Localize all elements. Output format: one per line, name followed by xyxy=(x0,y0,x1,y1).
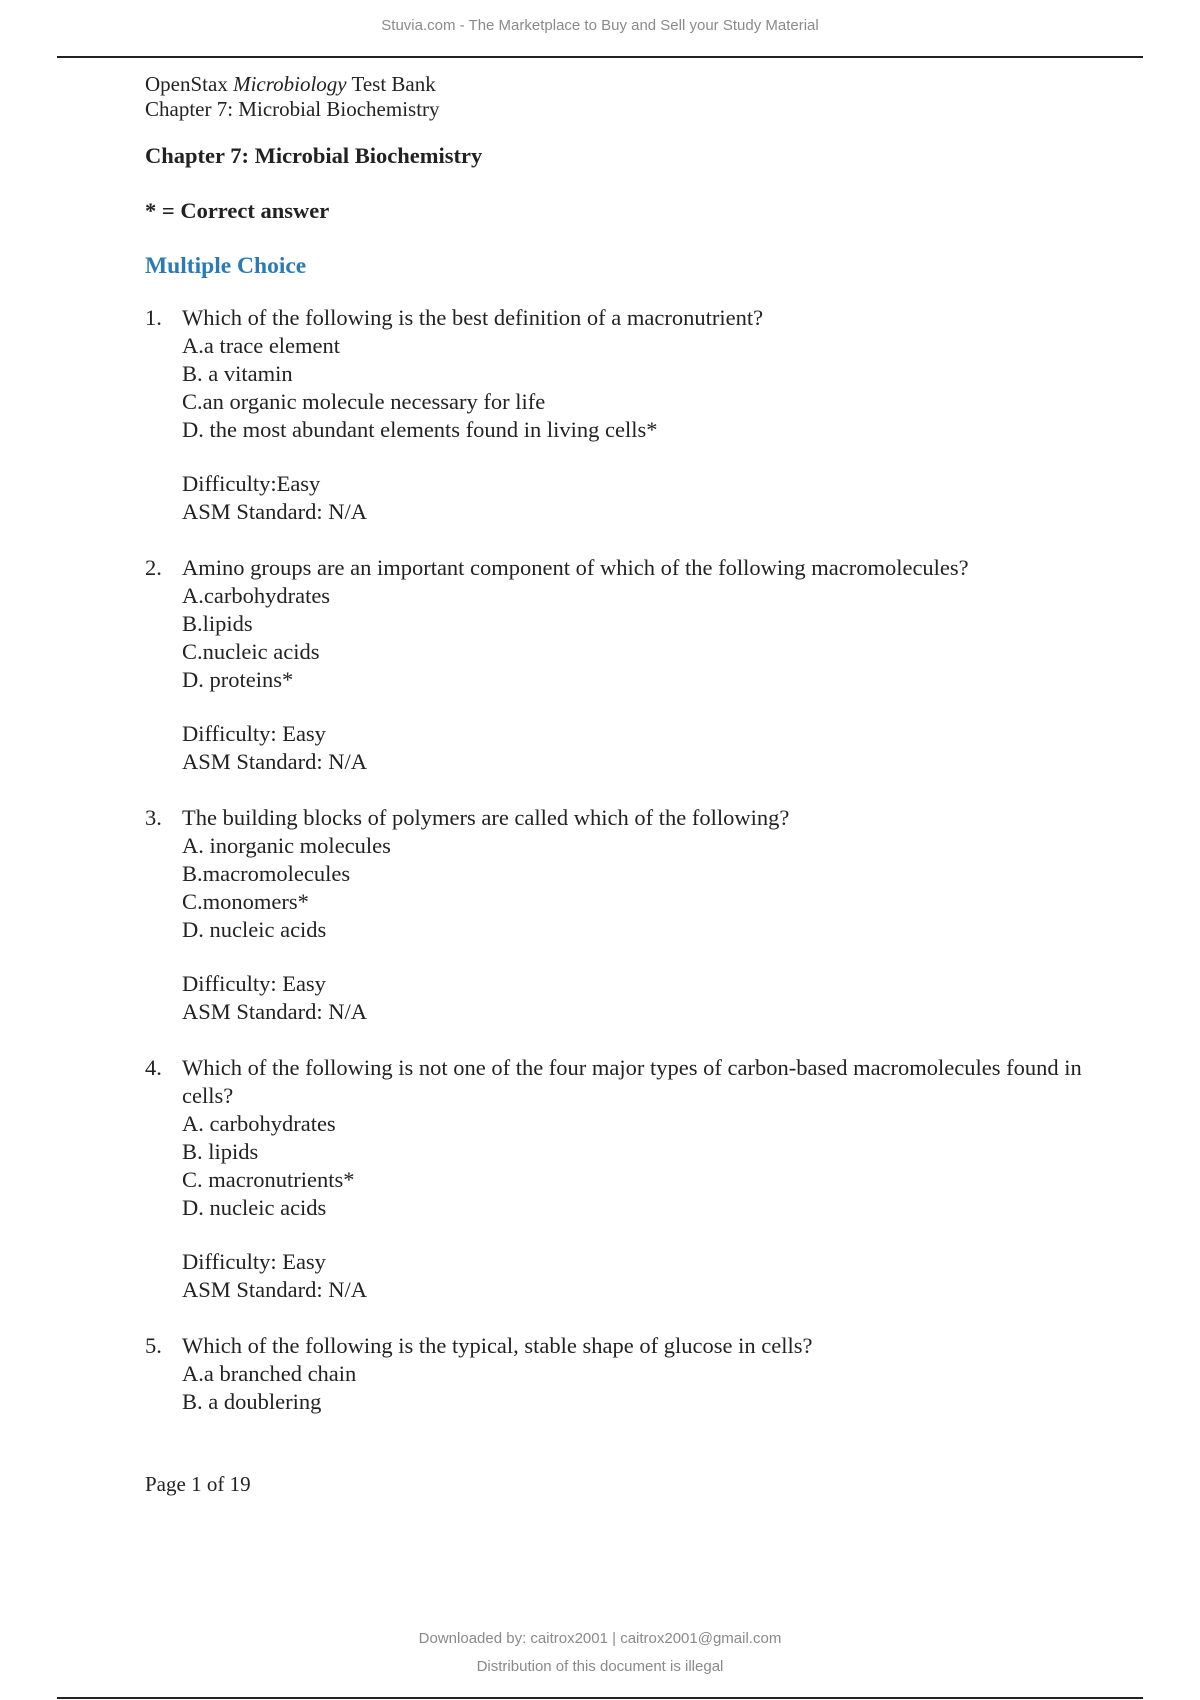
answer-option: C.monomers* xyxy=(182,889,309,914)
question-item xyxy=(145,304,1105,526)
top-divider xyxy=(57,56,1143,58)
answer-option: A.a branched chain xyxy=(182,1361,357,1386)
question-item xyxy=(145,554,1105,776)
question-metadata xyxy=(182,970,1105,1026)
question-item xyxy=(145,1332,1105,1416)
answer-option: A. inorganic molecules xyxy=(182,833,391,858)
bottom-divider xyxy=(57,1697,1143,1699)
stuvia-banner: Stuvia.com - The Marketplace to Buy and Sell your Study Material xyxy=(381,17,819,34)
answer-option: C.an organic molecule necessary for life xyxy=(182,389,546,414)
publisher-name: OpenStax xyxy=(145,72,228,96)
question-text: Which of the following is the typical, stable shape of glucose in cells? xyxy=(182,1333,813,1358)
answer-option: B.lipids xyxy=(182,611,253,636)
question-text: The building blocks of polymers are called which of the following? xyxy=(182,805,790,830)
question-number: 1. xyxy=(145,305,162,330)
question-item xyxy=(145,804,1105,1026)
book-title: Microbiology xyxy=(233,72,347,96)
question-metadata xyxy=(182,720,1105,776)
difficulty-label: Difficulty: Easy xyxy=(182,971,326,996)
asm-standard-label: ASM Standard: N/A xyxy=(182,749,367,774)
answer-option: D. nucleic acids xyxy=(182,1195,327,1220)
book-header xyxy=(145,72,1105,97)
chapter-header-line: Chapter 7: Microbial Biochemistry xyxy=(145,97,440,121)
document-body xyxy=(145,72,1105,1444)
answer-option: D. proteins* xyxy=(182,667,294,692)
question-item xyxy=(145,1054,1105,1304)
difficulty-label: Difficulty: Easy xyxy=(182,1249,326,1274)
answer-option: B. lipids xyxy=(182,1139,259,1164)
question-number: 5. xyxy=(145,1333,162,1358)
answer-option: C.nucleic acids xyxy=(182,639,320,664)
difficulty-label: Difficulty:Easy xyxy=(182,471,321,496)
distribution-notice: Distribution of this document is illegal xyxy=(476,1658,724,1675)
answer-key-legend: * = Correct answer xyxy=(145,198,330,223)
book-suffix: Test Bank xyxy=(351,72,436,96)
question-text: Which of the following is the best definition of a macronutrient? xyxy=(182,305,764,330)
question-text: Which of the following is not one of the four major types of carbon-based macromolecules found in cells? xyxy=(182,1055,1082,1108)
question-number: 3. xyxy=(145,805,162,830)
asm-standard-label: ASM Standard: N/A xyxy=(182,499,367,524)
answer-option: A. carbohydrates xyxy=(182,1111,336,1136)
asm-standard-label: ASM Standard: N/A xyxy=(182,1277,367,1302)
page-number: Page 1 of 19 xyxy=(145,1472,251,1496)
question-number: 2. xyxy=(145,555,162,580)
answer-option: D. nucleic acids xyxy=(182,917,327,942)
answer-option: D. the most abundant elements found in living cells* xyxy=(182,417,658,442)
question-number: 4. xyxy=(145,1055,162,1080)
section-title: Multiple Choice xyxy=(145,253,307,279)
answer-option: C. macronutrients* xyxy=(182,1167,355,1192)
answer-option: B. a doublering xyxy=(182,1389,322,1414)
question-metadata xyxy=(182,1248,1105,1304)
answer-option: A.a trace element xyxy=(182,333,341,358)
difficulty-label: Difficulty: Easy xyxy=(182,721,326,746)
question-list xyxy=(145,304,1105,1416)
asm-standard-label: ASM Standard: N/A xyxy=(182,999,367,1024)
question-metadata xyxy=(182,470,1105,526)
answer-option: B. a vitamin xyxy=(182,361,293,386)
chapter-title: Chapter 7: Microbial Biochemistry xyxy=(145,143,483,168)
answer-option: A.carbohydrates xyxy=(182,583,331,608)
question-text: Amino groups are an important component of which of the following macromolecules? xyxy=(182,555,969,580)
answer-option: B.macromolecules xyxy=(182,861,351,886)
download-attribution: Downloaded by: caitrox2001 | caitrox2001@gmail.com xyxy=(418,1630,782,1647)
